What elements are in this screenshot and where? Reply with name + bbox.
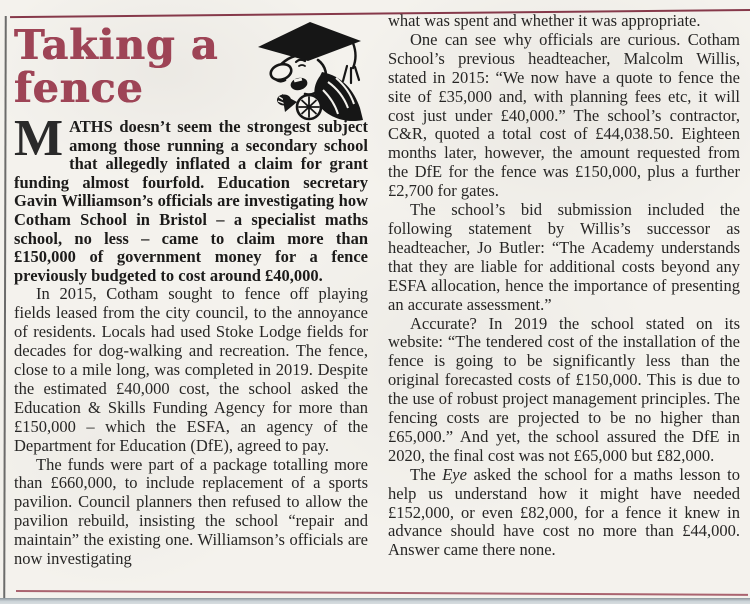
column-right: [388, 12, 740, 560]
article-paragraph-right-2: The school’s bid submission included the following statement by Willis’s successor as headteacher, Jo Butler: “The Academy understands that they are liable for additional costs beyond any ESFA allocation, hence the importance of presenting an accurate assessment.”: [388, 200, 740, 314]
bottom-rule: [16, 590, 748, 596]
column-left: [14, 21, 368, 569]
scan-left-edge-line: [3, 16, 7, 599]
headline-line-1: Taking a: [14, 21, 219, 69]
drop-cap: M: [14, 110, 64, 167]
headline-line-2: fence: [14, 64, 144, 112]
article-paragraph-left-1: In 2015, Cotham sought to fence off playing fields leased from the city council, to the annoyance of residents. Locals had used Stoke Lodge fields for decades for dog-walking and recreation. The fence, close to a mile long, was completed in 2019. Despite the estimated £40,000 cost, the school asked the Education & Skills Funding Agency for more than £150,000 – which the ESFA, an agency of the Department for Education (DfE), agreed to pay.: [14, 284, 368, 455]
intro-text: ATHS doesn’t seem the strongest subject among those running a secondary school that allegedly inflated a claim for grant funding almost fourfold. Education secretary Gavin Williamson’s officials are investigating how Cotham School in Bristol – a specialist maths school, no less – came to claim more than £150,000 of government money for a fence previously budgeted to cost around £40,000.: [14, 117, 368, 285]
article-paragraph-right-1: One can see why officials are curious. Cotham School’s previous headteacher, Malcolm Willis, stated in 2015: “We now have a quote to fence the site of £35,000 and, with planning fees etc, it will cost just under £40,000.” The school’s contractor, C&R, quoted a total cost of £44,038.50. Eighteen months later, however, the amount requested from the DfE for the fence was £150,000, plus a further £2,700 for gates.: [388, 29, 740, 201]
article-paragraph-right-continuation: what was spent and whether it was appropriate.: [388, 11, 701, 30]
article-paragraph-left-2: The funds were part of a package totalling more than £660,000, to include replacement of a sports pavilion. Council planners then refused to allow the pavilion rebuild, insisting the school “repair and maintain” the existing one. Williamson’s officials are now investigating: [14, 454, 368, 569]
intro-paragraph: [14, 110, 368, 285]
closing-paragraph: [388, 466, 740, 561]
closing-rest: asked the school for a maths lesson to help us understand how it might have needed £152,000, or even £82,000, for a fence it knew in advance should have cost no more than £44,000. Answer came there none.: [388, 464, 740, 560]
closing-prefix: The: [410, 464, 443, 484]
scan-bottom-edge: [0, 598, 750, 604]
article-headline: [14, 21, 368, 112]
article-paragraph-right-3: Accurate? In 2019 the school stated on its website: “The tendered cost of the installation of the fence is going to be significantly less than the original forecasted costs of £150,000. This is due to the use of robust project management principles. The fencing costs are projected to be no higher than £65,000.” And yet, the school assured the DfE in 2020, the final cost was not £65,000 but £82,000.: [388, 313, 740, 465]
eye-magazine-name: Eye: [442, 464, 467, 484]
